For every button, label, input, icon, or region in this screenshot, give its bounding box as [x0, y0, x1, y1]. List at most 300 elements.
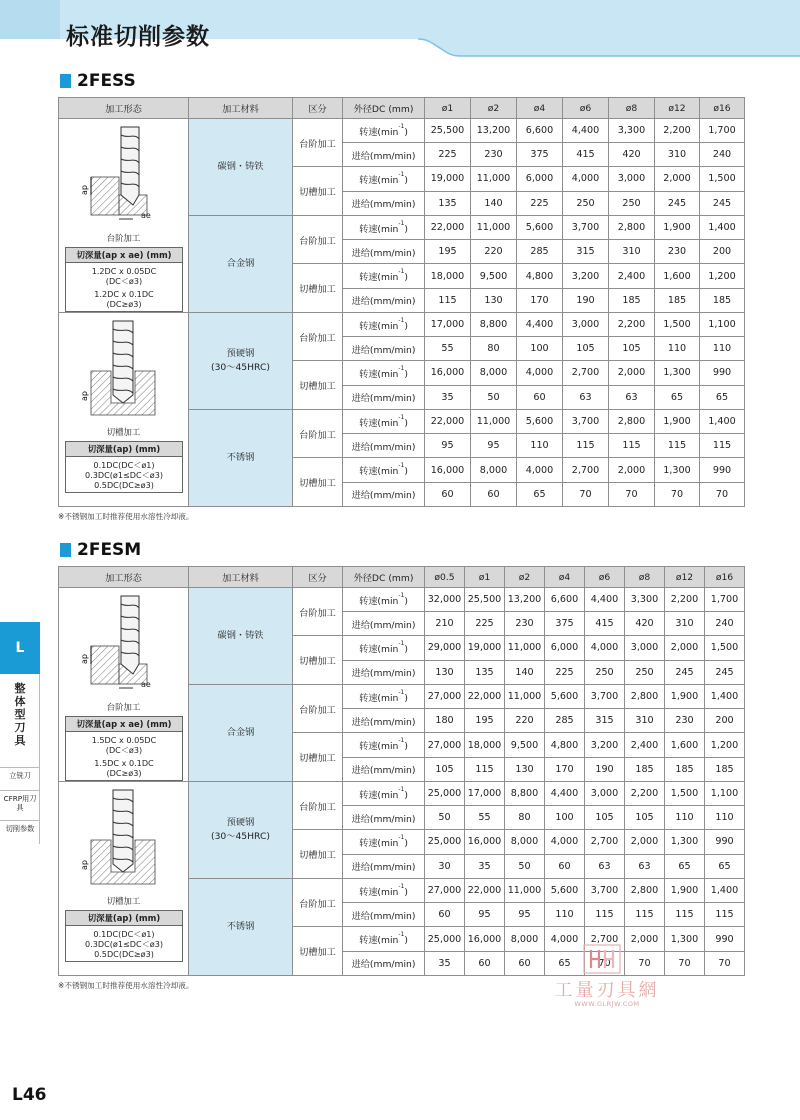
shape-cell — [59, 782, 189, 976]
value-cell: 50 — [505, 854, 545, 878]
value-cell: 80 — [505, 806, 545, 830]
shape-caption: 台阶加工 — [106, 233, 141, 243]
value-cell: 8,800 — [471, 313, 517, 337]
shape-cell — [59, 588, 189, 782]
parameter-cell: 进给(mm/min) — [343, 903, 425, 927]
value-cell: 2,700 — [563, 361, 609, 386]
value-cell: 2,700 — [585, 927, 625, 952]
value-cell: 95 — [505, 903, 545, 927]
value-cell: 1,300 — [655, 458, 700, 483]
value-cell: 4,800 — [517, 264, 563, 289]
value-cell: 65 — [655, 385, 700, 409]
section-title-2fesm: 2FESM — [60, 540, 141, 560]
value-cell: 63 — [609, 385, 655, 409]
value-cell: 315 — [563, 240, 609, 264]
depth-table — [65, 247, 183, 312]
operation-cell: 台阶加工 — [293, 878, 343, 927]
value-cell: 2,800 — [609, 409, 655, 434]
value-cell: 8,000 — [471, 361, 517, 386]
operation-cell: 切槽加工 — [293, 458, 343, 507]
header-shape: 加工形态 — [59, 567, 189, 588]
step-milling-diagram-icon — [80, 594, 159, 694]
value-cell: 170 — [517, 288, 563, 312]
value-cell: 250 — [563, 191, 609, 215]
value-cell: 11,000 — [505, 684, 545, 709]
value-cell: 25,500 — [425, 119, 471, 143]
parameter-cell: 转速$(\min^{-1})$ — [343, 782, 425, 806]
value-cell: 180 — [425, 709, 465, 733]
value-cell: 110 — [705, 806, 745, 830]
header-material: 加工材料 — [189, 567, 293, 588]
depth-line: (DC＜ø3) — [105, 745, 143, 755]
value-cell: 5,600 — [545, 878, 585, 903]
value-cell: 1,100 — [705, 782, 745, 806]
value-cell: 250 — [609, 191, 655, 215]
table-row — [59, 313, 745, 337]
value-cell: 70 — [705, 951, 745, 975]
parameter-cell: 进给(mm/min) — [343, 288, 425, 312]
value-cell: 245 — [705, 660, 745, 684]
header-dia: ø16 — [705, 567, 745, 588]
value-cell: 22,000 — [465, 878, 505, 903]
value-cell: 1,300 — [655, 361, 700, 386]
value-cell: 5,600 — [545, 684, 585, 709]
value-cell: 135 — [465, 660, 505, 684]
header-dia: ø12 — [655, 98, 700, 119]
value-cell: 25,000 — [425, 830, 465, 855]
value-cell: 210 — [425, 612, 465, 636]
value-cell: 35 — [425, 385, 471, 409]
value-cell: 185 — [609, 288, 655, 312]
depth-title: 切深量(ap x ae) (mm) — [66, 248, 182, 263]
value-cell: 225 — [517, 191, 563, 215]
value-cell: 60 — [471, 482, 517, 506]
operation-cell: 台阶加工 — [293, 215, 343, 264]
parameter-cell: 进给(mm/min) — [343, 854, 425, 878]
value-cell: 11,000 — [471, 409, 517, 434]
step-shape-block — [59, 588, 188, 781]
value-cell: 16,000 — [425, 361, 471, 386]
value-cell: 115 — [585, 903, 625, 927]
value-cell: 95 — [471, 434, 517, 458]
value-cell: 250 — [585, 660, 625, 684]
depth-line: 0.5DC(DC≥ø3) — [94, 949, 154, 959]
value-cell: 195 — [465, 709, 505, 733]
parameter-cell: 进给(mm/min) — [343, 806, 425, 830]
value-cell: 19,000 — [465, 636, 505, 661]
value-cell: 29,000 — [425, 636, 465, 661]
value-cell: 1,900 — [655, 215, 700, 240]
shape-caption: 切槽加工 — [106, 427, 141, 437]
value-cell: 2,400 — [609, 264, 655, 289]
slot-milling-diagram-icon — [80, 319, 159, 419]
value-cell: 65 — [700, 385, 745, 409]
value-cell: 3,700 — [563, 215, 609, 240]
value-cell: 3,000 — [609, 167, 655, 192]
value-cell: 60 — [465, 951, 505, 975]
section-title-2fess: 2FESS — [60, 71, 136, 91]
value-cell: 70 — [655, 482, 700, 506]
depth-line: 0.1DC(DC＜ø1) — [93, 460, 155, 470]
value-cell: 990 — [700, 361, 745, 386]
coolant-note: ※不锈钢加工时推荐使用水溶性冷却液。 — [58, 512, 194, 521]
material-cell: 不锈钢 — [189, 409, 293, 506]
value-cell: 4,000 — [563, 167, 609, 192]
value-cell: 225 — [465, 612, 505, 636]
value-cell: 2,200 — [625, 782, 665, 806]
operation-cell: 切槽加工 — [293, 264, 343, 313]
value-cell: 35 — [425, 951, 465, 975]
parameter-cell: 进给(mm/min) — [343, 191, 425, 215]
value-cell: 1,900 — [655, 409, 700, 434]
operation-cell: 切槽加工 — [293, 636, 343, 685]
parameter-cell: 转速$(\min^{-1})$ — [343, 636, 425, 661]
parameter-cell: 转速$(\min^{-1})$ — [343, 458, 425, 483]
value-cell: 8,800 — [505, 782, 545, 806]
depth-title: 切深量(ap) (mm) — [66, 911, 182, 926]
value-cell: 105 — [563, 337, 609, 361]
dim-ae-label: ae — [141, 211, 151, 220]
parameter-cell: 进给(mm/min) — [343, 951, 425, 975]
table-row — [59, 588, 745, 612]
value-cell: 190 — [563, 288, 609, 312]
svg-text:ap: ap — [80, 391, 89, 401]
parameter-cell: 进给(mm/min) — [343, 143, 425, 167]
value-cell: 18,000 — [425, 264, 471, 289]
value-cell: 60 — [425, 482, 471, 506]
value-cell: 130 — [471, 288, 517, 312]
parameter-cell: 进给(mm/min) — [343, 385, 425, 409]
header-dia: ø12 — [665, 567, 705, 588]
header-dia: ø6 — [563, 98, 609, 119]
parameter-cell: 进给(mm/min) — [343, 337, 425, 361]
shape-caption: 切槽加工 — [106, 896, 141, 906]
value-cell: 115 — [425, 288, 471, 312]
header-dia: ø8 — [625, 567, 665, 588]
depth-line: (DC≥ø3) — [106, 299, 142, 309]
shape-cell — [59, 313, 189, 507]
value-cell: 3,200 — [563, 264, 609, 289]
header-dia: ø8 — [609, 98, 655, 119]
value-cell: 27,000 — [425, 733, 465, 758]
value-cell: 50 — [425, 806, 465, 830]
value-cell: 65 — [517, 482, 563, 506]
header-dia: ø2 — [471, 98, 517, 119]
parameter-cell: 进给(mm/min) — [343, 434, 425, 458]
table-row — [59, 782, 745, 806]
value-cell: 2,200 — [655, 119, 700, 143]
depth-table — [65, 441, 183, 493]
value-cell: 60 — [545, 854, 585, 878]
parameter-cell: 转速$(\min^{-1})$ — [343, 119, 425, 143]
value-cell: 100 — [517, 337, 563, 361]
value-cell: 6,000 — [545, 636, 585, 661]
value-cell: 2,000 — [655, 167, 700, 192]
value-cell: 1,600 — [665, 733, 705, 758]
value-cell: 130 — [425, 660, 465, 684]
value-cell: 245 — [655, 191, 700, 215]
value-cell: 25,000 — [425, 782, 465, 806]
value-cell: 130 — [505, 757, 545, 781]
depth-values — [66, 263, 182, 311]
value-cell: 115 — [563, 434, 609, 458]
operation-cell: 台阶加工 — [293, 409, 343, 458]
value-cell: 8,000 — [505, 830, 545, 855]
value-cell: 60 — [505, 951, 545, 975]
value-cell: 220 — [505, 709, 545, 733]
section-marker-icon — [60, 74, 71, 88]
operation-cell: 台阶加工 — [293, 588, 343, 636]
value-cell: 60 — [517, 385, 563, 409]
depth-line: 1.2DC x 0.05DC — [91, 266, 157, 276]
value-cell: 3,000 — [625, 636, 665, 661]
side-index-tab — [0, 622, 40, 844]
value-cell: 2,700 — [563, 458, 609, 483]
parameter-cell: 进给(mm/min) — [343, 240, 425, 264]
value-cell: 990 — [700, 458, 745, 483]
value-cell: 230 — [471, 143, 517, 167]
section-marker-icon — [60, 543, 71, 557]
value-cell: 1,200 — [700, 264, 745, 289]
svg-text:ap: ap — [80, 654, 89, 664]
value-cell: 2,000 — [665, 636, 705, 661]
value-cell: 1,700 — [700, 119, 745, 143]
header-material: 加工材料 — [189, 98, 293, 119]
chapter-letter: L — [0, 622, 40, 674]
material-cell: 合金钢 — [189, 684, 293, 781]
header-division: 区分 — [293, 567, 343, 588]
cutting-table-2fess — [58, 97, 745, 507]
value-cell: 3,000 — [585, 782, 625, 806]
value-cell: 95 — [425, 434, 471, 458]
value-cell: 115 — [625, 903, 665, 927]
depth-line: (DC＜ø3) — [105, 276, 143, 286]
depth-line: 0.3DC(ø1≤DC＜ø3) — [84, 939, 164, 949]
value-cell: 1,500 — [705, 636, 745, 661]
parameter-cell: 转速$(\min^{-1})$ — [343, 588, 425, 612]
table-row — [59, 119, 745, 143]
material-cell: 预硬钢 (30～45HRC) — [189, 313, 293, 410]
header-dia: ø2 — [505, 567, 545, 588]
cutting-table-2fesm — [58, 566, 745, 976]
depth-table — [65, 910, 183, 962]
value-cell: 4,000 — [517, 361, 563, 386]
side-item-endmill[interactable]: 立铣刀 — [0, 767, 40, 780]
value-cell: 3,300 — [609, 119, 655, 143]
value-cell: 3,000 — [563, 313, 609, 337]
value-cell: 310 — [665, 612, 705, 636]
header-dia: ø4 — [545, 567, 585, 588]
value-cell: 1,300 — [665, 830, 705, 855]
value-cell: 115 — [465, 757, 505, 781]
value-cell: 310 — [609, 240, 655, 264]
value-cell: 4,000 — [545, 927, 585, 952]
value-cell: 2,200 — [665, 588, 705, 612]
value-cell: 70 — [609, 482, 655, 506]
value-cell: 3,300 — [625, 588, 665, 612]
value-cell: 11,000 — [471, 215, 517, 240]
value-cell: 105 — [609, 337, 655, 361]
page-number: L46 — [12, 1085, 47, 1105]
value-cell: 60 — [425, 903, 465, 927]
value-cell: 250 — [625, 660, 665, 684]
value-cell: 4,000 — [517, 458, 563, 483]
value-cell: 1,500 — [665, 782, 705, 806]
slot-shape-block — [59, 782, 188, 975]
value-cell: 4,000 — [545, 830, 585, 855]
value-cell: 110 — [517, 434, 563, 458]
value-cell: 115 — [700, 434, 745, 458]
operation-cell: 切槽加工 — [293, 927, 343, 976]
value-cell: 11,000 — [471, 167, 517, 192]
value-cell: 32,000 — [425, 588, 465, 612]
depth-line: 1.2DC x 0.1DC — [94, 289, 154, 299]
parameter-cell: 进给(mm/min) — [343, 757, 425, 781]
value-cell: 115 — [665, 903, 705, 927]
value-cell: 6,600 — [517, 119, 563, 143]
value-cell: 230 — [655, 240, 700, 264]
value-cell: 2,800 — [625, 684, 665, 709]
parameter-cell: 转速$(\min^{-1})$ — [343, 409, 425, 434]
value-cell: 230 — [505, 612, 545, 636]
value-cell: 5,600 — [517, 409, 563, 434]
value-cell: 140 — [505, 660, 545, 684]
parameter-cell: 转速$(\min^{-1})$ — [343, 264, 425, 289]
value-cell: 11,000 — [505, 878, 545, 903]
slot-shape-block — [59, 313, 188, 506]
value-cell: 240 — [700, 143, 745, 167]
value-cell: 22,000 — [465, 684, 505, 709]
parameter-cell: 转速$(\min^{-1})$ — [343, 361, 425, 386]
value-cell: 110 — [700, 337, 745, 361]
parameter-cell: 转速$(\min^{-1})$ — [343, 167, 425, 192]
value-cell: 50 — [471, 385, 517, 409]
header-diameter: 外径DC (mm) — [343, 567, 425, 588]
parameter-cell: 转速$(\min^{-1})$ — [343, 830, 425, 855]
operation-cell: 切槽加工 — [293, 361, 343, 410]
operation-cell: 台阶加工 — [293, 313, 343, 361]
material-cell: 预硬钢 (30～45HRC) — [189, 782, 293, 879]
value-cell: 2,700 — [585, 830, 625, 855]
header-shape: 加工形态 — [59, 98, 189, 119]
value-cell: 4,000 — [585, 636, 625, 661]
value-cell: 27,000 — [425, 684, 465, 709]
operation-cell: 台阶加工 — [293, 782, 343, 830]
depth-line: 0.1DC(DC＜ø1) — [93, 929, 155, 939]
value-cell: 1,100 — [700, 313, 745, 337]
depth-line: 1.5DC x 0.05DC — [91, 735, 157, 745]
value-cell: 2,000 — [609, 361, 655, 386]
value-cell: 115 — [609, 434, 655, 458]
table-header-row — [59, 98, 745, 119]
parameter-cell: 进给(mm/min) — [343, 660, 425, 684]
value-cell: 8,000 — [471, 458, 517, 483]
value-cell: 285 — [517, 240, 563, 264]
value-cell: 420 — [625, 612, 665, 636]
value-cell: 22,000 — [425, 215, 471, 240]
value-cell: 4,400 — [545, 782, 585, 806]
value-cell: 17,000 — [425, 313, 471, 337]
header-dia: ø0.5 — [425, 567, 465, 588]
material-cell: 碳钢・铸铁 — [189, 588, 293, 685]
value-cell: 6,600 — [545, 588, 585, 612]
value-cell: 185 — [665, 757, 705, 781]
parameter-cell: 转速$(\min^{-1})$ — [343, 733, 425, 758]
value-cell: 415 — [563, 143, 609, 167]
value-cell: 115 — [705, 903, 745, 927]
value-cell: 105 — [425, 757, 465, 781]
depth-line: 0.3DC(ø1≤DC＜ø3) — [84, 470, 164, 480]
value-cell: 16,000 — [425, 458, 471, 483]
header-division: 区分 — [293, 98, 343, 119]
watermark-logo-icon — [583, 944, 621, 974]
value-cell: 110 — [665, 806, 705, 830]
watermark-text: 工量刃具網 — [554, 980, 660, 1001]
header-diameter: 外径DC (mm) — [343, 98, 425, 119]
value-cell: 63 — [563, 385, 609, 409]
depth-values — [66, 732, 182, 780]
slot-milling-diagram-icon — [80, 788, 159, 888]
value-cell: 65 — [545, 951, 585, 975]
operation-cell: 台阶加工 — [293, 684, 343, 733]
value-cell: 420 — [609, 143, 655, 167]
material-cell: 合金钢 — [189, 215, 293, 312]
value-cell: 55 — [465, 806, 505, 830]
value-cell: 185 — [700, 288, 745, 312]
header-dia: ø16 — [700, 98, 745, 119]
depth-title: 切深量(ap x ae) (mm) — [66, 717, 182, 732]
value-cell: 9,500 — [471, 264, 517, 289]
operation-cell: 切槽加工 — [293, 167, 343, 216]
value-cell: 16,000 — [465, 927, 505, 952]
value-cell: 1,500 — [700, 167, 745, 192]
depth-values — [66, 926, 182, 961]
value-cell: 990 — [705, 927, 745, 952]
value-cell: 80 — [471, 337, 517, 361]
side-item-params[interactable]: 切削参数 — [0, 820, 40, 833]
value-cell: 220 — [471, 240, 517, 264]
value-cell: 190 — [585, 757, 625, 781]
value-cell: 70 — [665, 951, 705, 975]
watermark — [537, 944, 677, 1014]
value-cell: 315 — [585, 709, 625, 733]
step-milling-diagram-icon — [80, 125, 159, 225]
svg-text:ap: ap — [80, 185, 89, 195]
step-shape-block — [59, 119, 188, 312]
parameter-cell: 转速$(\min^{-1})$ — [343, 878, 425, 903]
value-cell: 140 — [471, 191, 517, 215]
header-dia: ø1 — [425, 98, 471, 119]
value-cell: 95 — [465, 903, 505, 927]
value-cell: 70 — [700, 482, 745, 506]
value-cell: 3,700 — [563, 409, 609, 434]
parameter-cell: 转速$(\min^{-1})$ — [343, 927, 425, 952]
value-cell: 105 — [585, 806, 625, 830]
side-item-cfrp[interactable]: CFRP用刀具 — [0, 790, 40, 812]
value-cell: 2,800 — [609, 215, 655, 240]
value-cell: 285 — [545, 709, 585, 733]
parameter-cell: 转速$(\min^{-1})$ — [343, 684, 425, 709]
value-cell: 16,000 — [465, 830, 505, 855]
value-cell: 2,000 — [625, 830, 665, 855]
value-cell: 1,400 — [705, 878, 745, 903]
value-cell: 185 — [705, 757, 745, 781]
value-cell: 115 — [655, 434, 700, 458]
value-cell: 17,000 — [465, 782, 505, 806]
value-cell: 63 — [625, 854, 665, 878]
value-cell: 245 — [700, 191, 745, 215]
value-cell: 70 — [563, 482, 609, 506]
